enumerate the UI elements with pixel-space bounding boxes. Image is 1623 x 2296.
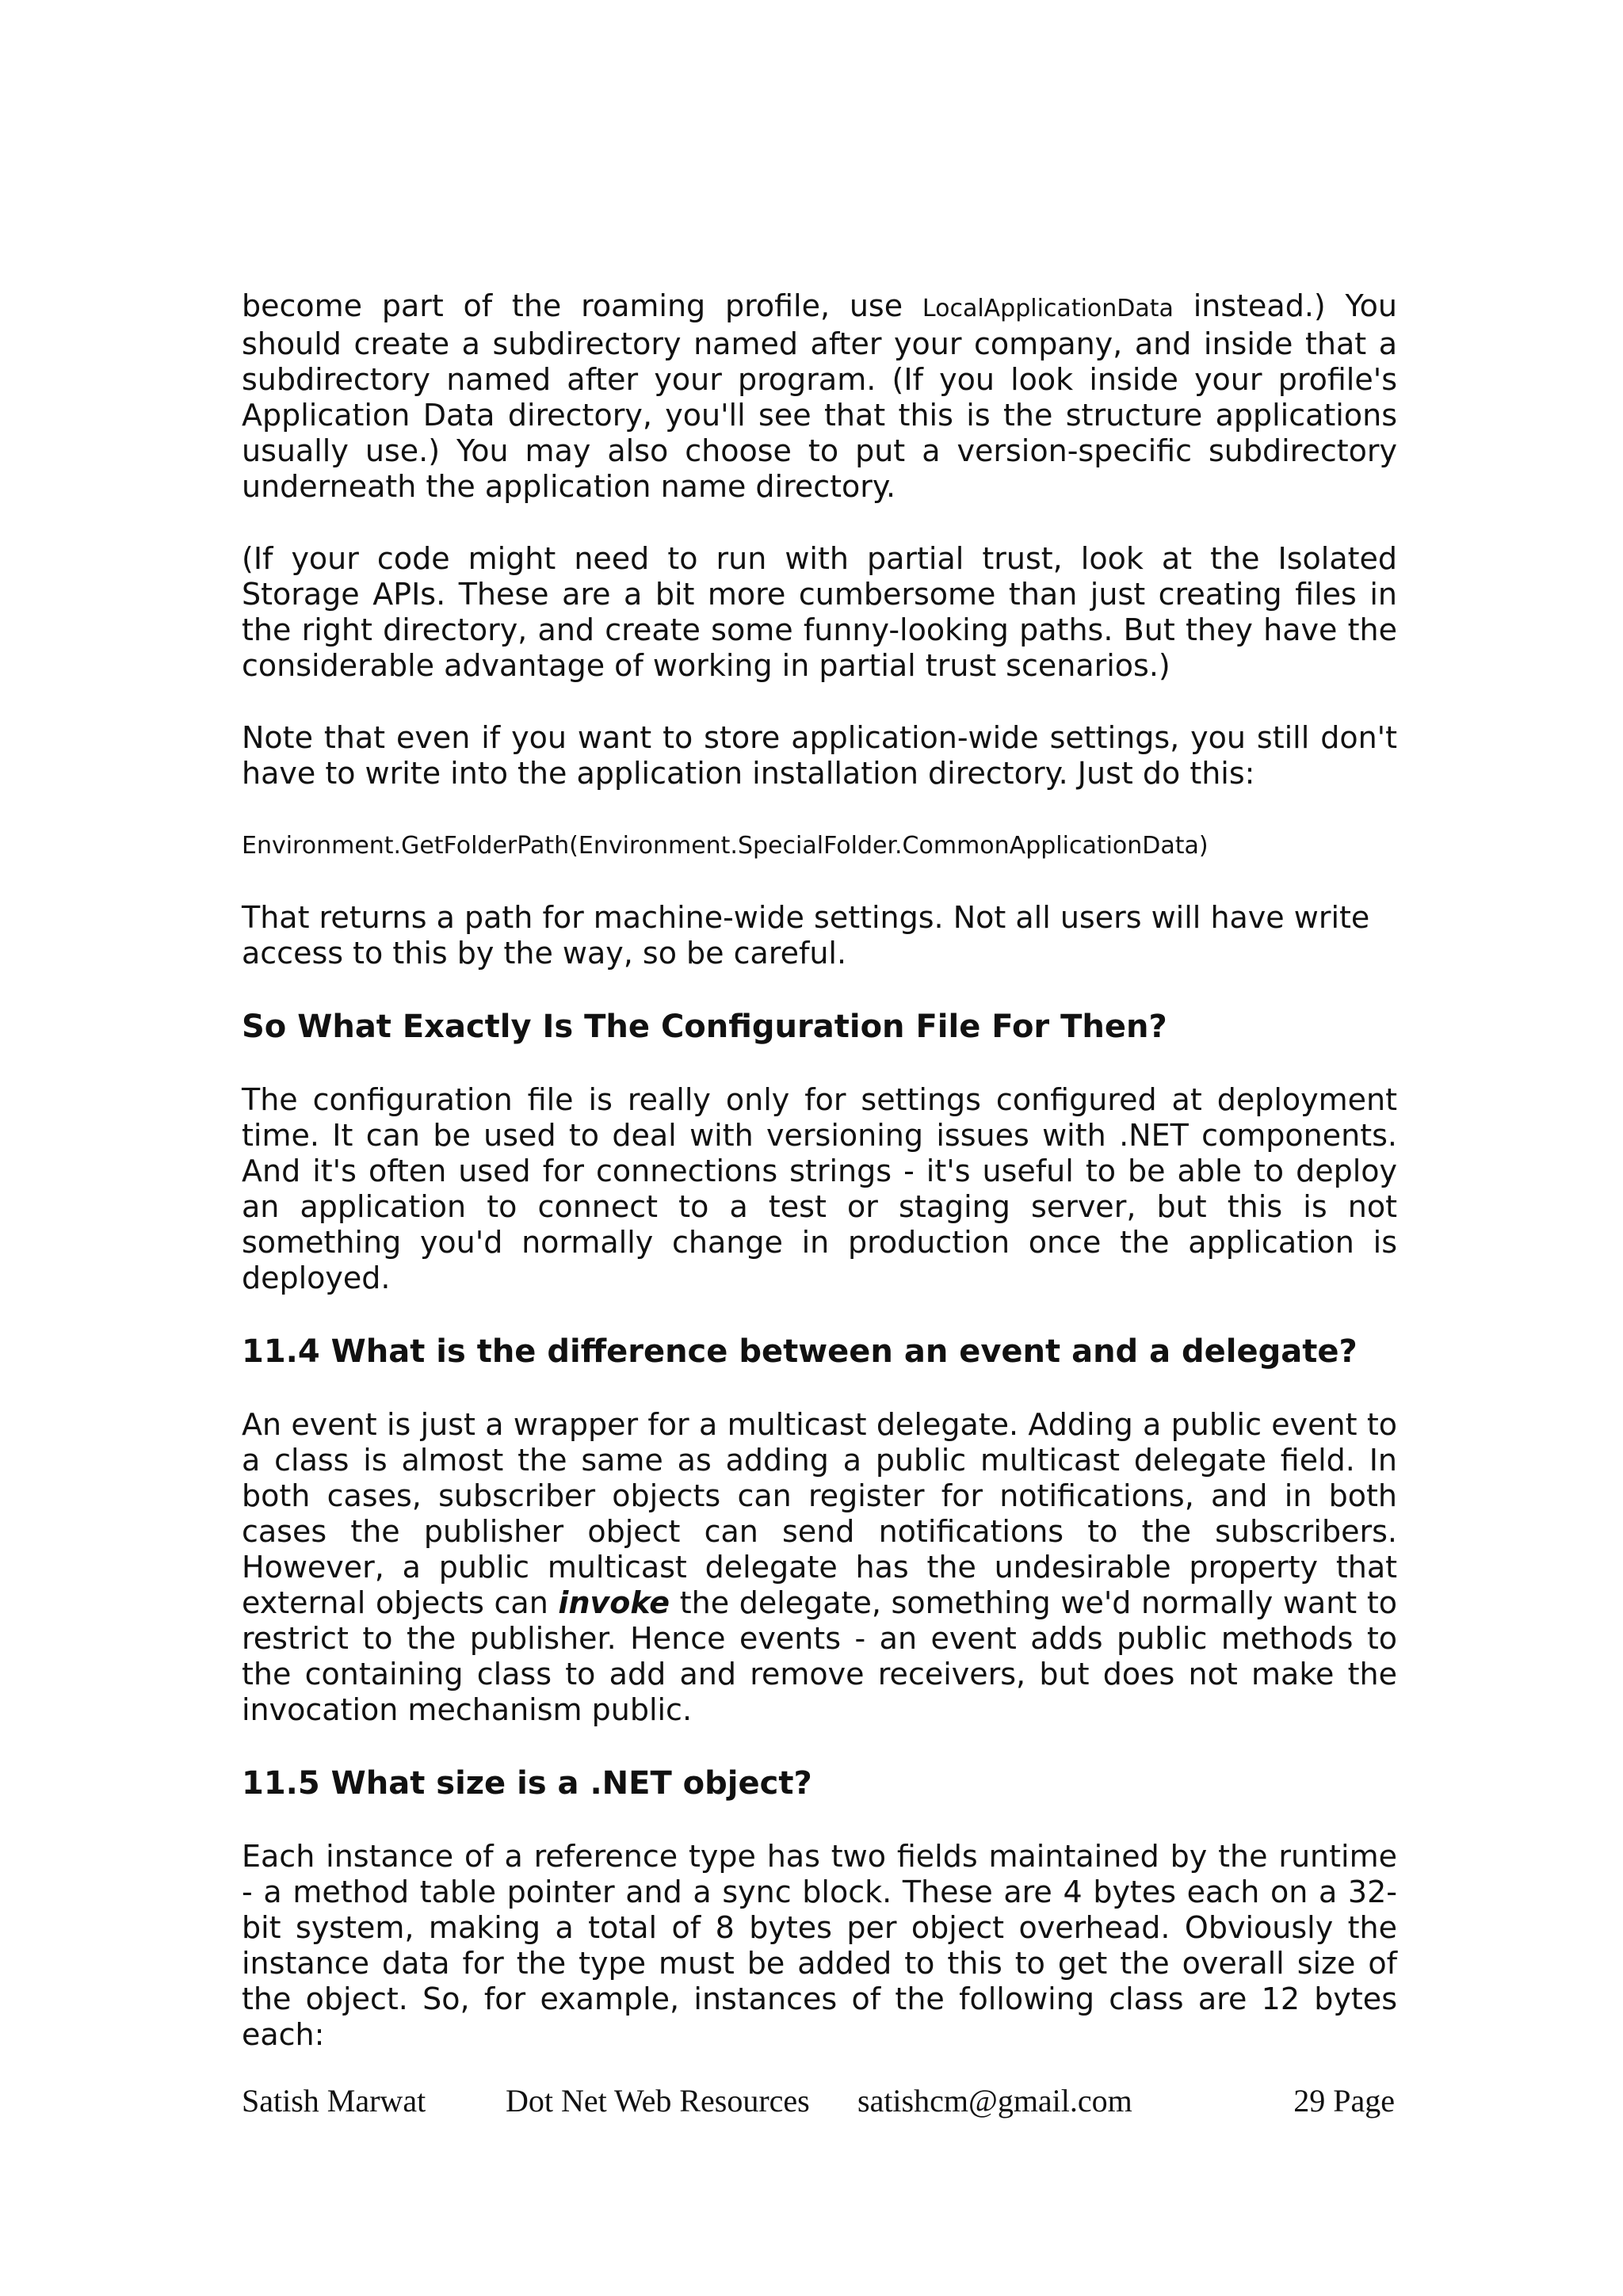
emphasis-invoke: invoke	[558, 1585, 670, 1620]
paragraph-configuration-file: The configuration file is really only for settings configured at deployment time. It can be used to deal with versioning issues with .NET components. And it's often used for connections strings - it's useful to be able to deploy an application to connect to a test or staging server, but this is not something you'd normally change in production once the application is deployed.	[242, 1082, 1397, 1295]
section-heading-object-size: 11.5 What size is a .NET object?	[242, 1765, 812, 1802]
paragraph-partial-trust: (If your code might need to run with partial trust, look at the Isolated Storage APIs. These are a bit more cumbersome than just creating files in the right directory, and create some funny-looking paths. But they have the considerable advantage of working in partial trust scenarios.)	[242, 541, 1397, 683]
footer-page-number: 29 Page	[1293, 2083, 1395, 2119]
paragraph-text: instead.) You should create a subdirectory named after your company, and inside that a subdirectory named after your program. (If you look inside your profile's Application Data directory, you'll see that this is the structure applications usually use.) You may also choose to put a version-specific subdirectory underneath the application name directory.	[242, 288, 1398, 504]
paragraph-machine-wide-path: That returns a path for machine-wide settings. Not all users will have write access to this by the way, so be careful.	[242, 900, 1370, 971]
paragraph-text: An event is just a wrapper for a multicast delegate. Adding a public event to a class is almost the same as adding a public multicast delegate field. In both cases, subscriber objects can register for notifications, and in both cases the publisher object can send notifications to the subscribers. However, a public multicast delegate has the undesirable property that external objects can	[242, 1407, 1397, 1620]
code-snippet: Environment.GetFolderPath(Environment.SpecialFolder.CommonApplicationData)	[242, 832, 1209, 860]
paragraph-object-size: Each instance of a reference type has two fields maintained by the runtime - a method table pointer and a sync block. These are 4 bytes each on a 32-bit system, making a total of 8 bytes per object overhead. Obviously the instance data for the type must be added to this to get the overall size of the object. So, for example, instances of the following class are 12 bytes each:	[242, 1839, 1397, 2052]
footer-title: Dot Net Web Resources	[506, 2083, 810, 2119]
section-heading-configuration-file: So What Exactly Is The Configuration File For Then?	[242, 1009, 1167, 1045]
paragraph-roaming-profile	[242, 288, 1397, 505]
page-footer	[242, 2082, 1395, 2122]
inline-code: LocalApplicationData	[922, 295, 1174, 322]
paragraph-event-delegate	[242, 1407, 1397, 1728]
footer-email: satishcm@gmail.com	[857, 2083, 1132, 2119]
paragraph-text: become part of the roaming profile, use	[242, 288, 922, 323]
section-heading-event-vs-delegate: 11.4 What is the difference between an event and a delegate?	[242, 1333, 1358, 1370]
paragraph-text: the delegate, something we'd normally want to restrict to the publisher. Hence events - an event adds public methods to the containing class to add and remove receivers, but does not make the invocation mechanism public.	[242, 1585, 1397, 1727]
footer-author: Satish Marwat	[242, 2083, 426, 2119]
paragraph-application-wide-settings: Note that even if you want to store application-wide settings, you still don't have to write into the application installation directory. Just do this:	[242, 720, 1397, 791]
page-content	[242, 288, 1397, 2089]
